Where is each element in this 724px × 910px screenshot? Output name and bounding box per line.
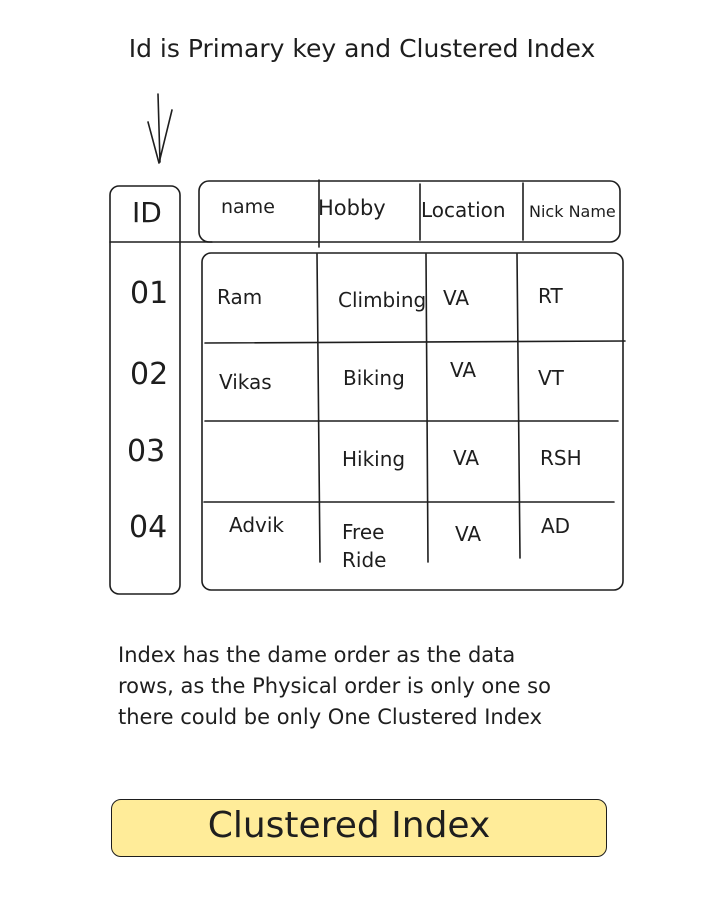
id-value: 02: [130, 357, 169, 392]
id-value: 03: [127, 434, 166, 469]
cell-location: VA: [443, 286, 470, 310]
cell-nick-name: VT: [538, 366, 564, 390]
down-arrow-icon: [148, 94, 172, 163]
id-value: 04: [129, 510, 168, 545]
id-value: 01: [130, 276, 169, 311]
cell-hobby-line1: Free: [342, 520, 385, 544]
note-line: Index has the dame order as the data: [118, 643, 516, 667]
cell-nick-name: RSH: [540, 446, 582, 470]
cell-name: Advik: [229, 513, 284, 537]
note-line: rows, as the Physical order is only one so: [118, 674, 551, 698]
id-header: ID: [132, 196, 162, 229]
cell-name: Ram: [217, 285, 263, 309]
cell-nick-name: AD: [541, 514, 571, 538]
cell-hobby: Hiking: [342, 447, 406, 471]
cell-location: VA: [450, 358, 477, 382]
note-line: there could be only One Clustered Index: [118, 705, 543, 729]
diagram-title: Id is Primary key and Clustered Index: [128, 34, 596, 63]
column-header-location: Location: [421, 198, 506, 222]
column-header-nick-name: Nick Name: [529, 202, 616, 221]
cell-location: VA: [453, 446, 480, 470]
cell-hobby: Climbing: [338, 288, 427, 312]
cell-nick-name: RT: [538, 284, 563, 308]
cell-location: VA: [455, 522, 482, 546]
explanation-note: [118, 640, 658, 733]
cell-hobby: Biking: [343, 366, 405, 390]
column-header-hobby: Hobby: [318, 196, 386, 220]
cell-hobby-line2: Ride: [342, 548, 387, 572]
cell-name: Vikas: [219, 370, 272, 394]
badge-label: Clustered Index: [207, 805, 491, 846]
column-header-name: name: [221, 196, 275, 218]
